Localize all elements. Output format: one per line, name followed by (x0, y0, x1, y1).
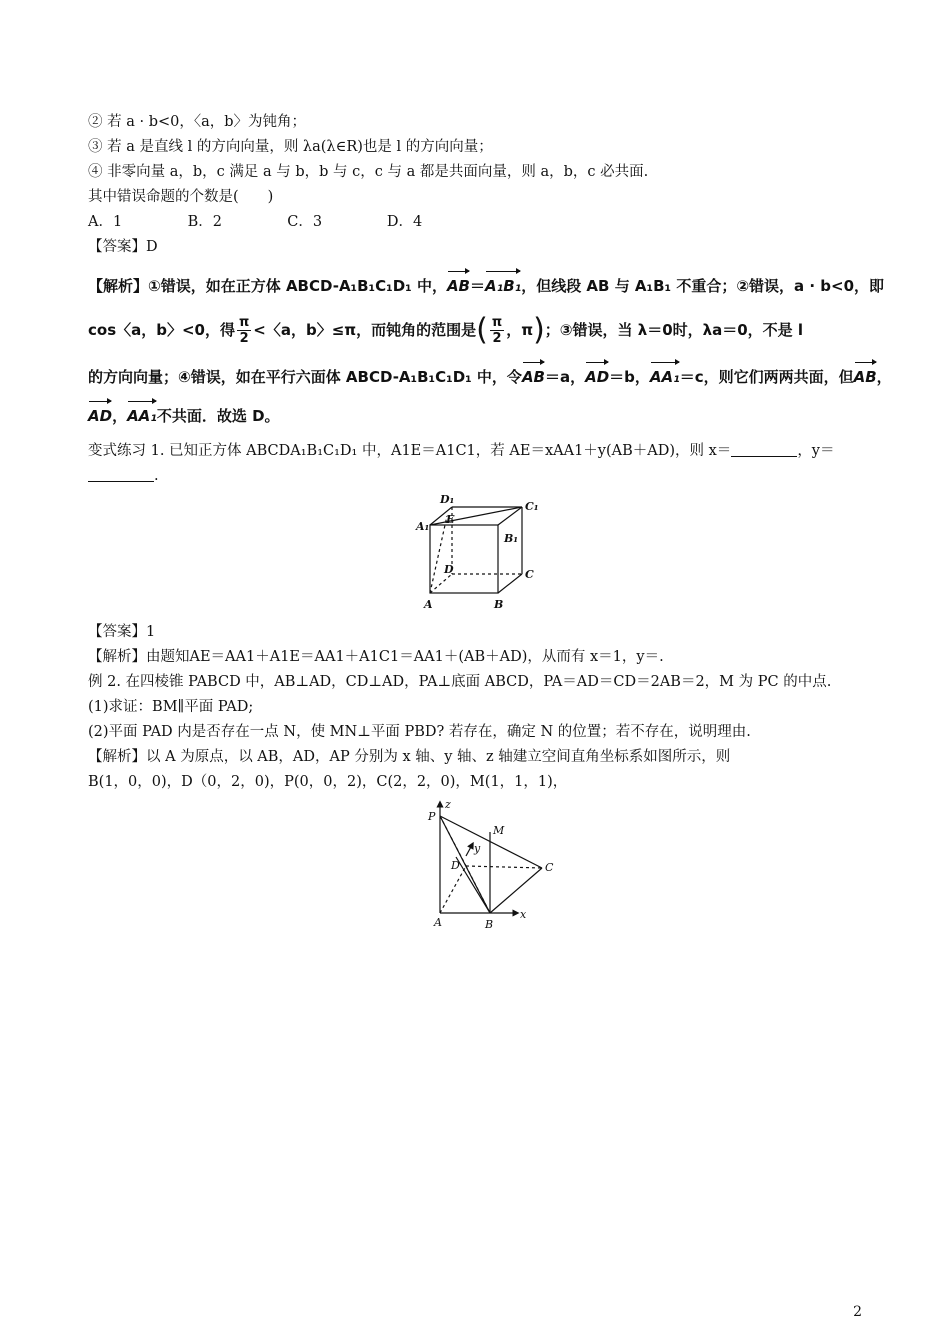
vector-ad: AD (88, 407, 113, 425)
pyramid-label-c: C (545, 861, 554, 874)
fraction-denominator: 2 (492, 331, 502, 346)
right-paren: ) (533, 312, 545, 348)
fraction-pi-over-2 (237, 315, 251, 346)
cube-figure (410, 490, 550, 615)
fraction-pi-over-2-range (490, 315, 504, 346)
question-item-4: ④ 非零向量 a，b，c 满足 a 与 b，b 与 c，c 与 a 都是共面向量，则 a，b，c 必共面. (88, 164, 649, 180)
analysis-text: ， (112, 407, 128, 425)
pyramid-label-y: y (474, 842, 481, 855)
vector-aa1: AA₁ (127, 407, 157, 425)
cube-label-b1: B₁ (504, 532, 519, 545)
cube-label-b: B (494, 598, 504, 611)
example-2-title: 例 2. 在四棱锥 PABCD 中，AB⊥AD，CD⊥AD，PA⊥底面 ABCD，PA＝AD＝CD＝2AB＝2，M 为 PC 的中点. (88, 674, 832, 690)
left-paren: ( (476, 312, 488, 348)
cube-label-d: D (444, 563, 454, 576)
analysis-text: ， (876, 368, 892, 386)
analysis-text: ＝c，则它们两两共面，但 (679, 368, 854, 386)
analysis-1-line-2 (88, 312, 804, 348)
equals-sign: ＝ (470, 277, 486, 295)
analysis-text: ；③错误，当 λ＝0时，λa＝0，不是 l (544, 321, 804, 339)
cube-label-e: E (446, 513, 455, 526)
analysis-text: ，但线段 AB 与 A₁B₁ 不重合；②错误，a · b<0，即 (521, 277, 885, 295)
example-2-q1: (1)求证：BM∥平面 PAD; (88, 699, 254, 715)
options-row (88, 212, 482, 232)
cube-label-d1: D₁ (440, 493, 455, 506)
example-2-q2: (2)平面 PAD 内是否存在一点 N，使 MN⊥平面 PBD? 若存在，确定 N 的位置；若不存在，说明理由. (88, 724, 751, 740)
cube-label-c1: C₁ (525, 500, 539, 513)
analysis-text: ＝a， (544, 368, 586, 386)
question-item-2: ② 若 a · b<0，〈a，b〉为钝角； (88, 114, 307, 130)
option-a: A．1 (88, 214, 123, 230)
range-upper: ，π (506, 321, 534, 339)
analysis-text: cos〈a，b〉<0，得 (88, 321, 235, 339)
cube-front-face (430, 525, 498, 593)
vector-aa1: AA₁ (649, 368, 680, 386)
example-2-analysis-a: 【解析】以 A 为原点，以 AB，AD，AP 分别为 x 轴、y 轴、z 轴建立空间直角坐标系如图所示，则 (88, 749, 731, 765)
answer-2: 【答案】1 (88, 624, 156, 640)
variant-1-line-1 (88, 441, 835, 461)
pyramid-label-z: z (445, 798, 451, 811)
pyramid-label-x: x (520, 908, 527, 921)
variant-text: ，y＝ (797, 443, 835, 459)
variant-1-line-2 (88, 466, 159, 486)
vector-ab: AB (853, 368, 877, 386)
blank-x (731, 442, 797, 457)
answer-1: 【答案】D (88, 239, 158, 255)
vector-a1b1: A₁B₁ (485, 277, 522, 295)
pyramid-label-a: A (434, 916, 442, 929)
analysis-1-line-1 (88, 275, 884, 297)
pyramid-label-m: M (493, 824, 505, 837)
pyramid-figure (420, 798, 565, 933)
cube-label-c: C (525, 568, 534, 581)
pyramid-label-p: P (428, 810, 436, 823)
analysis-1-line-3 (88, 366, 892, 388)
pyramid-label-b: B (485, 918, 494, 931)
analysis-text: 不共面．故选 D。 (156, 407, 280, 425)
variant-text: . (154, 468, 159, 484)
fraction-numerator: π (239, 315, 250, 330)
fraction-denominator: 2 (239, 331, 249, 346)
page-number: 2 (853, 1304, 862, 1320)
analysis-label: 【解析】 (88, 277, 149, 295)
analysis-text: ＝b， (609, 368, 650, 386)
vector-ad: AD (585, 368, 610, 386)
question-prompt: 其中错误命题的个数是( ) (88, 189, 274, 205)
pyramid-label-d: D (451, 859, 460, 872)
analysis-1-line-4 (88, 405, 280, 427)
analysis-2: 【解析】由题知AE＝AA1＋A1E＝AA1＋A1C1＝AA1＋(AB＋AD)，从而有 x＝1，y＝. (88, 649, 664, 665)
question-item-3: ③ 若 a 是直线 l 的方向向量，则 λa(λ∈R)也是 l 的方向向量； (88, 139, 493, 155)
analysis-text: <〈a，b〉≤π，而钝角的范围是 (253, 321, 477, 339)
analysis-text: ①错误，如在正方体 ABCD-A₁B₁C₁D₁ 中， (148, 277, 447, 295)
option-b: B．2 (187, 214, 222, 230)
example-2-analysis-b: B(1，0，0)，D（0，2，0)，P(0，0，2)，C(2，2，0)，M(1，1，1)， (88, 774, 568, 790)
fraction-numerator: π (491, 315, 503, 330)
blank-y (88, 467, 154, 482)
analysis-text: 的方向向量；④错误，如在平行六面体 ABCD-A₁B₁C₁D₁ 中，令 (88, 368, 522, 386)
cube-label-a1: A₁ (416, 520, 430, 533)
variant-text: 变式练习 1. 已知正方体 ABCDA₁B₁C₁D₁ 中，A1E＝A1C1，若 AE＝xAA1＋y(AB＋AD)，则 x＝ (88, 443, 732, 459)
vector-ab: AB (521, 368, 545, 386)
cube-label-a: A (424, 598, 433, 611)
vector-ab: AB (446, 277, 470, 295)
option-c: C．3 (287, 214, 323, 230)
option-d: D．4 (386, 214, 423, 230)
